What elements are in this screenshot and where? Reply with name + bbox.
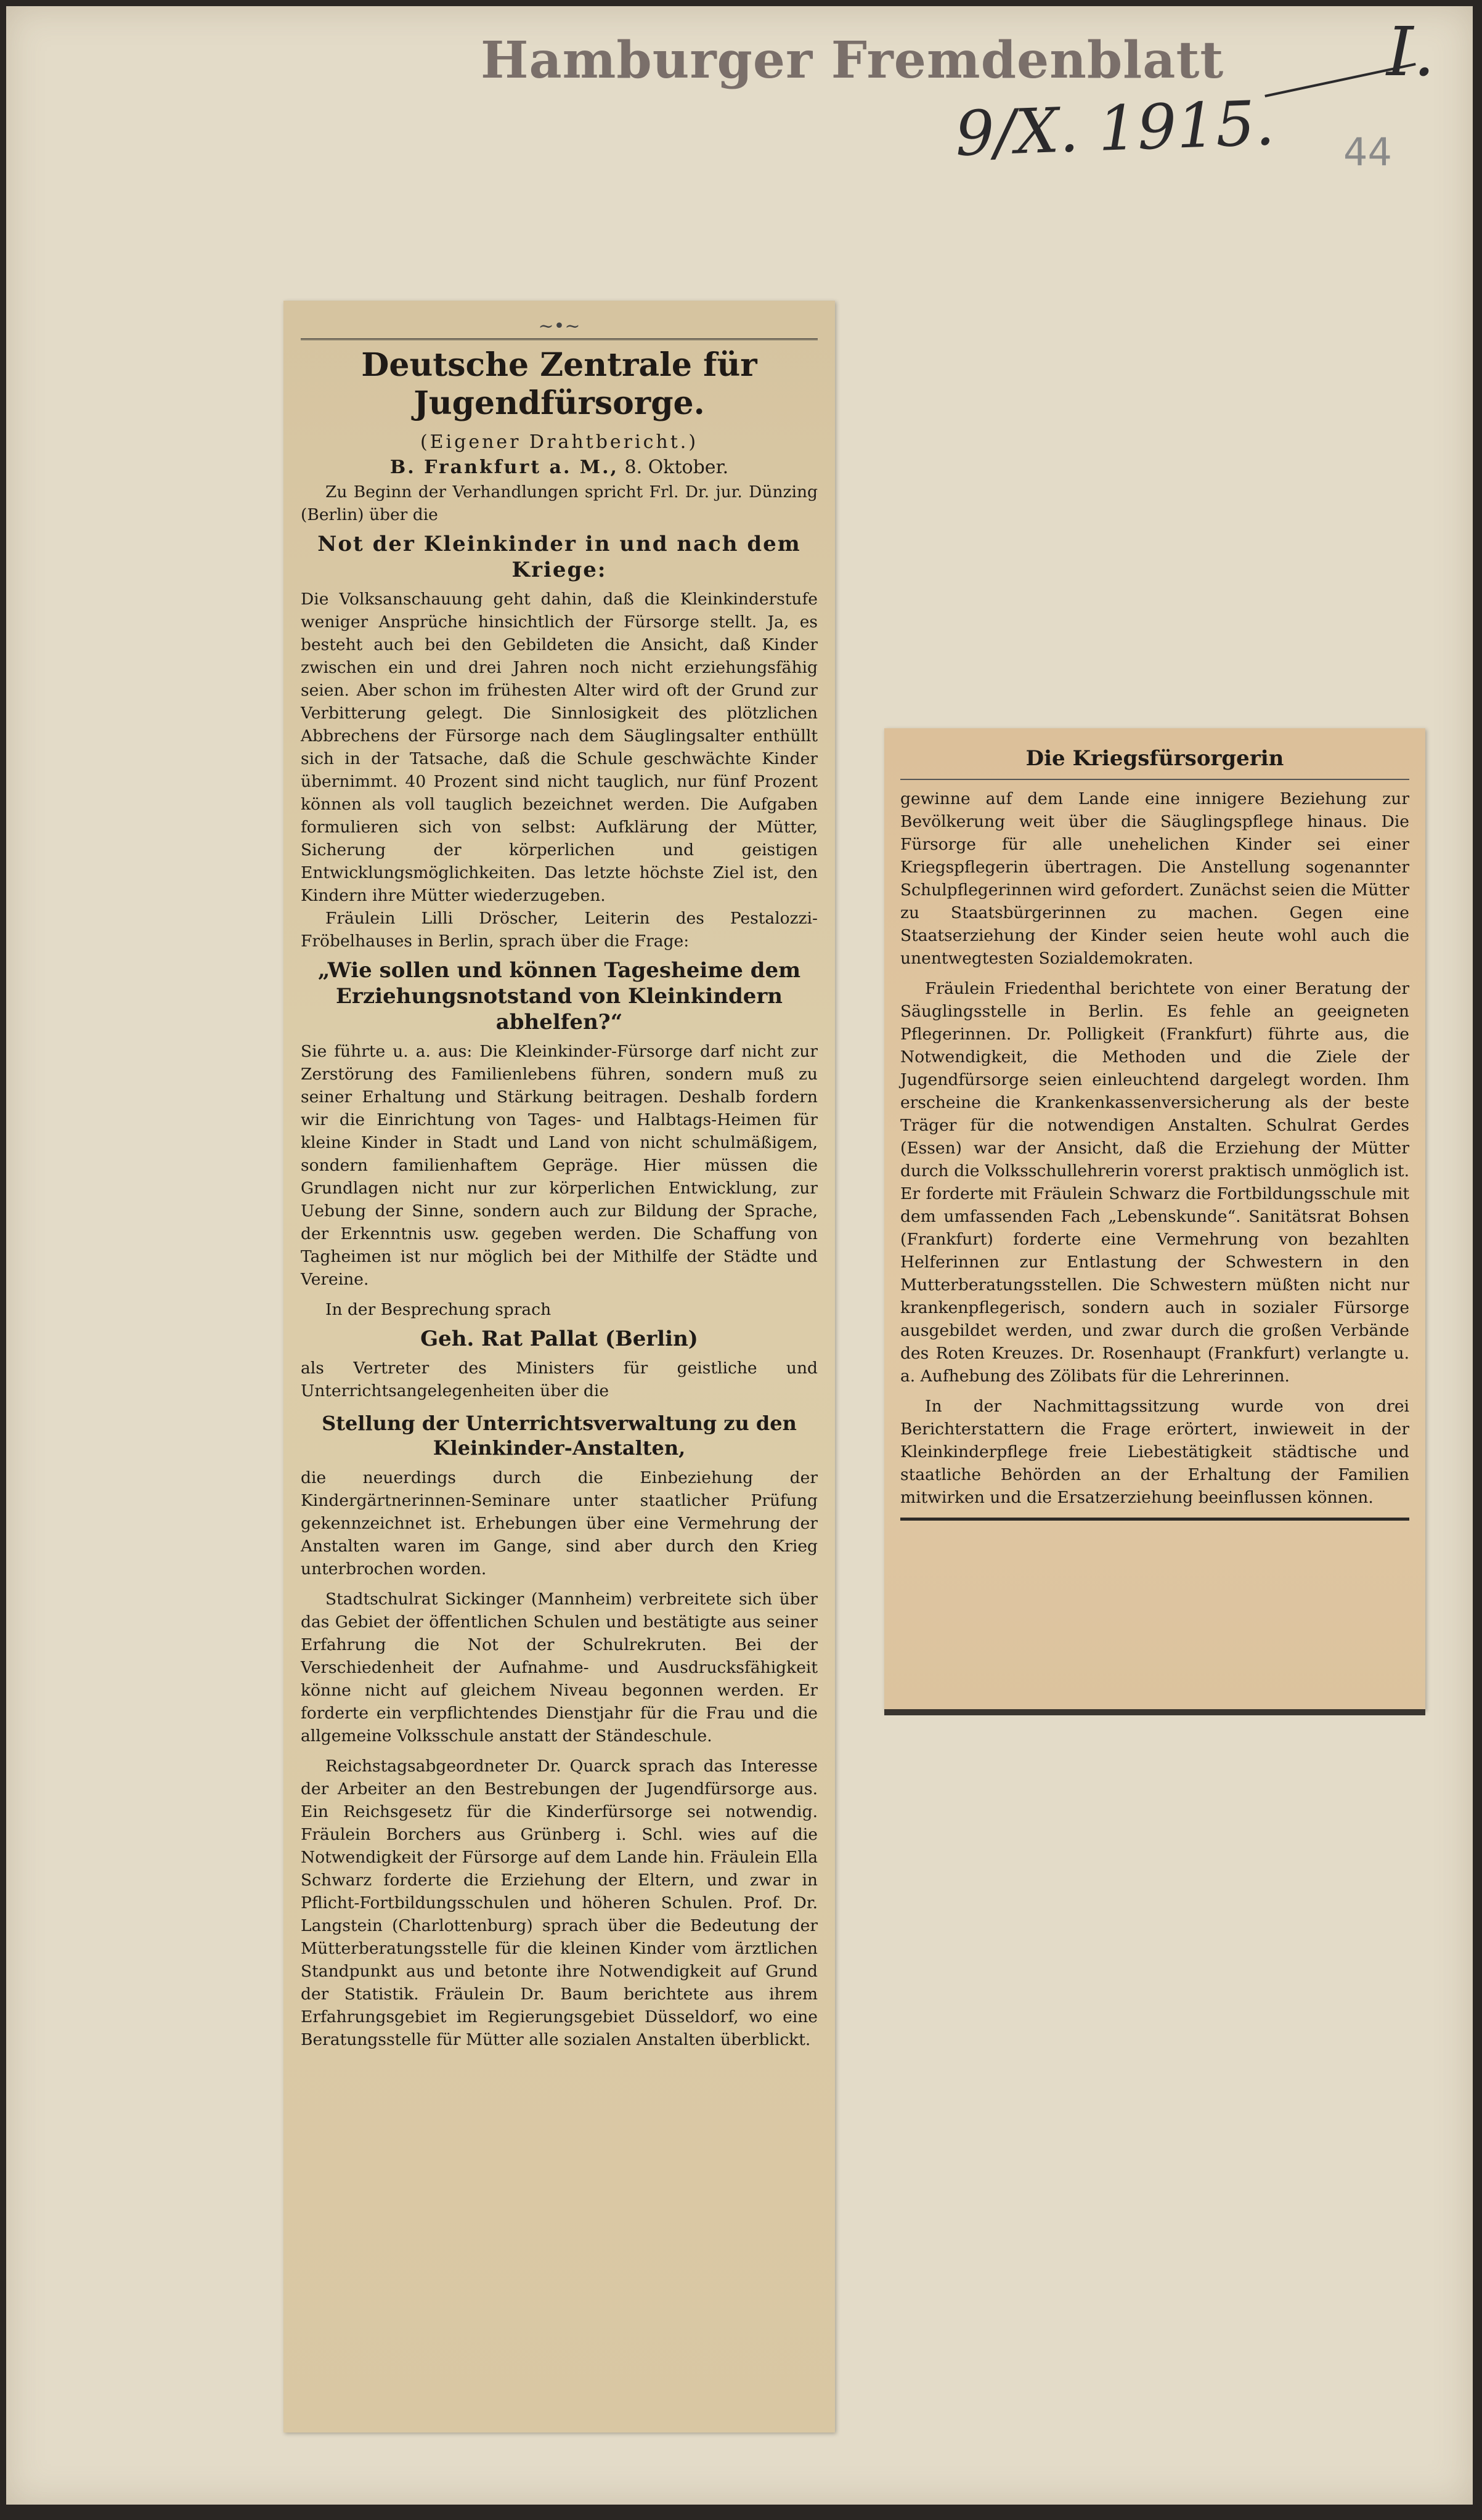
paragraph: In der Nachmittagssitzung wurde von drei Berichterstattern die Frage erörtert, inwieweit in der Kleinkinderpflege freie Liebestätigkeit städtische und staatliche Behörden an der Erhaltung der Familien mitwirken und die Ersatzerziehung beeinflussen können. — [900, 1397, 1409, 1507]
page-number: 44 — [1343, 129, 1392, 174]
speaker-line: Geh. Rat Pallat (Berlin) — [420, 1327, 698, 1351]
dateline-place: B. Frankfurt a. M., — [389, 457, 619, 478]
paragraph: die neuerdings durch die Einbeziehung der Kindergärtnerinnen-Seminare unter staatlicher Prüfung gekennzeichnet ist. Erhebungen über eine Vermehrung der Anstalten waren im Gange, sind aber durch den Krieg unterbrochen worden. — [301, 1468, 818, 1579]
subheadline-3: Stellung der Unterrichtsverwaltung zu den Kleinkinder-Anstalten, — [322, 1412, 797, 1460]
newspaper-name-stamp: Hamburger Fremdenblatt — [481, 31, 1224, 90]
paragraph: Stadtschulrat Sickinger (Mannheim) verbreitete sich über das Gebiet der öffentlichen Schulen und bestätigte aus seiner Erfahrung die Not der Schulrekruten. Bei der Verschiedenheit der Aufnahme- und Ausdrucksfähigkeit könne nicht auf gleichem Niveau begonnen werden. Er forderte ein verpflichtendes Dienstjahr für die Frau und die allgemeine Volksschule anstatt der Ständeschule. — [301, 1590, 818, 1746]
newspaper-clipping-continuation — [884, 728, 1425, 1710]
handwritten-date: 9/X. 1915. — [954, 86, 1276, 171]
paragraph: Sie führte u. a. aus: Die Kleinkinder-Fürsorge darf nicht zur Zerstörung des Familienlebens führen, sondern muß zu seiner Erhaltung und Stärkung beitragen. Deshalb fordern wir die Einrichtung von Tages- und Halbtags-Heimen für kleine Kinder in Stadt und Land von nicht schulmäßigem, sondern familienhaftem Gepräge. Hier müssen die Grundlagen nicht nur zur körperlichen Entwicklung, zur Uebung der Sinne, sondern auch zur Bildung der Sprache, der Erkenntnis usw. gegeben werden. Die Schaffung von Tagheimen ist nur möglich bei der Mithilfe der Städte und Vereine. — [301, 1042, 818, 1289]
dateline-date: 8. Oktober. — [624, 457, 729, 478]
continuation-headline: Die Kriegsfürsorgerin — [1025, 746, 1284, 771]
dateline — [301, 457, 818, 478]
paragraph: gewinne auf dem Lande eine innigere Beziehung zur Bevölkerung weit über die Säuglingspflege hinaus. Die Fürsorge für alle unehelichen Kinder sei einer Kriegspflegerin übertragen. Die Anstellung sogenannter Schulpflegerinnen wird gefordert. Zunächst seien die Mütter zu Staatsbürgerinnen zu machen. Gegen eine Staatserziehung der Kinder seien heute wohl auch die unentwegtesten Sozialdemokraten. — [900, 789, 1409, 968]
paragraph: Fräulein Friedenthal berichtete von einer Beratung der Säuglingsstelle in Berlin. Es fehle an geeigneten Pflegerinnen. Dr. Polligkeit (Frankfurt) führte aus, die Notwendigkeit, die Methoden und die Ziele der Jugendfürsorge seien einleuchtend dargelegt worden. Ihm erscheine die Krankenkassenversicherung als der beste Träger für die notwendigen Anstalten. Schulrat Gerdes (Essen) war der Ansicht, daß die Erziehung der Mütter durch die Volksschullehrerin vorerst praktisch unmöglich ist. Er forderte mit Fräulein Schwarz die Fortbildungsschule mit dem umfassenden Fach „Lebenskunde“. Sanitätsrat Bohsen (Frankfurt) forderte eine Vermehrung von bezahlten Helferinnen zur Entlastung der Schwestern in den Mutterberatungsstellen. Die Schwestern müßten nicht nur krankenpflegerisch, sondern auch in sozialer Fürsorge ausgebildet werden, und zwar durch die großen Verbände des Roten Kreuzes. Dr. Rosenhaupt (Frankfurt) verlangte u. a. Aufhebung des Zölibats für die Lehrerinnen. — [900, 979, 1409, 1386]
paragraph: Fräulein Lilli Dröscher, Leiterin des Pestalozzi-Fröbelhauses in Berlin, sprach über die Frage: — [301, 909, 818, 951]
paragraph: In der Besprechung sprach — [325, 1300, 552, 1319]
paragraph: Reichstagsabgeordneter Dr. Quarck sprach das Interesse der Arbeiter an den Bestrebungen der Jugendfürsorge aus. Ein Reichsgesetz für die Kinderfürsorge sei notwendig. Fräulein Borchers aus Grünberg i. Schl. wies auf die Notwendigkeit der Fürsorge auf dem Lande hin. Fräulein Ella Schwarz forderte die Erziehung der Eltern, und zwar in Pflicht-Fortbildungsschulen und höheren Schulen. Prof. Dr. Langstein (Charlottenburg) sprach über die Bedeutung der Mütterberatungsstelle für die kleinen Kinder vom ärztlichen Standpunkt aus und betonte ihre Notwendigkeit auf Grund der Statistik. Fräulein Dr. Baum berichtete aus ihrem Erfahrungsgebiet im Regierungsgebiet Düsseldorf, wo eine Beratungsstelle für Mütter alle sozialen Anstalten überblickt. — [301, 1757, 818, 2049]
top-rule — [301, 338, 818, 340]
subheadline-2: „Wie sollen und können Tagesheime dem Erziehungsnotstand von Kleinkindern abhelfen?“ — [317, 958, 801, 1034]
article-source: (Eigener Drahtbericht.) — [420, 431, 699, 453]
archive-sheet — [6, 6, 1473, 2505]
subheadline-1: Not der Kleinkinder in und nach dem Kriege: — [317, 532, 801, 582]
newspaper-clipping-main — [283, 301, 835, 2433]
bottom-rule — [900, 1518, 1409, 1521]
divider — [900, 779, 1409, 780]
top-ornament: ~•~ — [538, 315, 580, 337]
paragraph: als Vertreter des Ministers für geistliche und Unterrichtsangelegenheiten über die — [301, 1359, 818, 1400]
paragraph: Die Volksanschauung geht dahin, daß die Kleinkinderstufe weniger Ansprüche hinsichtlich der Fürsorge stellt. Ja, es besteht auch bei den Gebildeten die Ansicht, daß Kinder zwischen ein und drei Jahren noch nicht erziehungsfähig seien. Aber schon im frühesten Alter wird oft der Grund zur Verbitterung gelegt. Die Sinnlosigkeit des plötzlichen Abbrechens der Fürsorge nach dem Säuglingsalter enthüllt sich in der Tatsache, daß die Schule geschwächte Kinder übernimmt. 40 Prozent sind nicht tauglich, nur fünf Prozent können als voll tauglich bezeichnet werden. Die Aufgaben formulieren sich von selbst: Aufklärung der Mütter, Sicherung der körperlichen und geistigen Entwicklungsmöglichkeiten. Das letzte höchste Ziel ist, den Kindern ihre Mütter wiederzugeben. — [301, 590, 818, 905]
article-headline: Deutsche Zentrale für Jugendfürsorge. — [361, 346, 757, 422]
handwritten-roman-numeral: I. — [1386, 12, 1435, 91]
intro-paragraph: Zu Beginn der Verhandlungen spricht Frl. Dr. jur. Dünzing (Berlin) über die — [301, 482, 818, 524]
